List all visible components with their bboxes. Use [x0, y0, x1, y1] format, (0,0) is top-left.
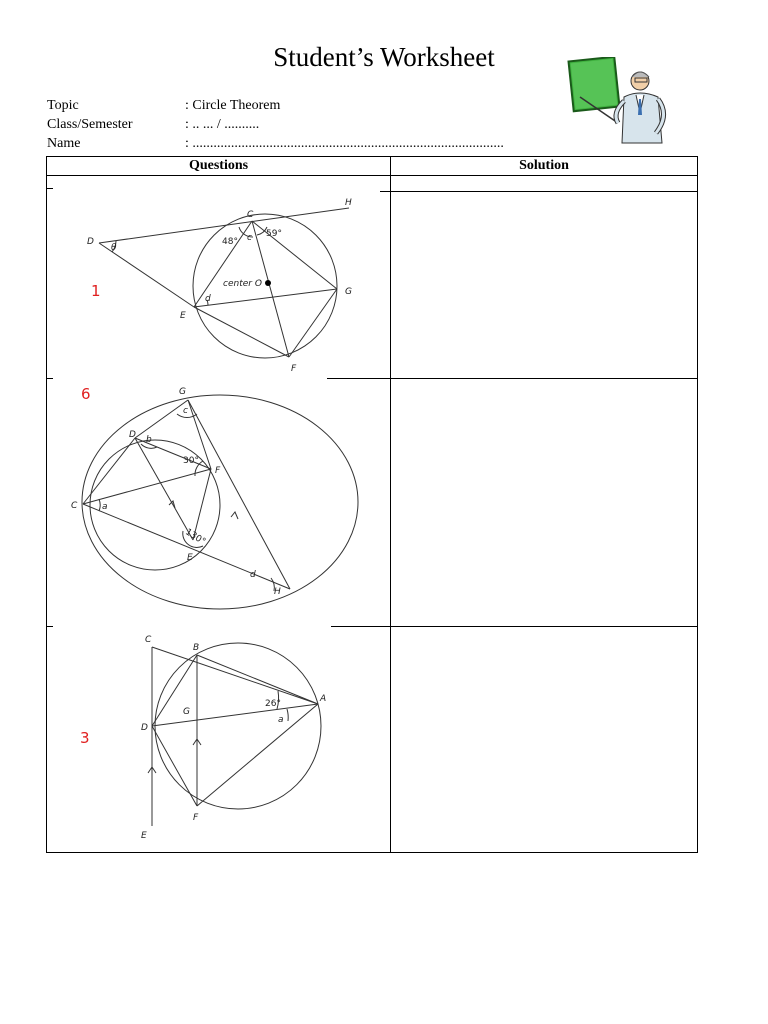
- angle-b-label: b: [146, 435, 152, 445]
- point-label-h: H: [345, 198, 352, 208]
- question-3-diagram: [137, 631, 347, 846]
- point-label-c: C: [71, 501, 78, 511]
- header-divider: [47, 175, 697, 176]
- row-marker: [47, 378, 53, 379]
- point-label-g: G: [179, 387, 186, 397]
- angle-c-label: c: [247, 233, 252, 243]
- point-label-f: F: [291, 364, 297, 374]
- angle-a-label: a: [102, 502, 108, 512]
- point-label-a: A: [320, 694, 327, 704]
- point-label-h: H: [274, 587, 281, 597]
- name-field[interactable]: : .........................................................................................: [185, 136, 504, 151]
- row-marker: [47, 626, 53, 627]
- teacher-pointing-at-board-icon: [566, 57, 676, 157]
- topic-label: Topic: [47, 98, 79, 113]
- point-label-d: D: [129, 430, 136, 440]
- point-label-f: F: [215, 466, 221, 476]
- question-number: 1: [91, 282, 101, 300]
- class-semester-field[interactable]: : .. ... / ..........: [185, 117, 260, 132]
- question-number: 3: [80, 729, 90, 747]
- question-6-diagram: [61, 381, 361, 621]
- name-label: Name: [47, 136, 81, 151]
- question-1-diagram: [77, 193, 377, 378]
- point-label-g: G: [183, 707, 190, 717]
- point-label-b: B: [193, 643, 200, 653]
- solution-header: Solution: [519, 158, 569, 173]
- angle-a-label: a: [278, 715, 284, 725]
- class-semester-label: Class/Semester: [47, 117, 133, 132]
- point-label-f: F: [193, 813, 199, 823]
- point-label-g: G: [345, 287, 352, 297]
- point-label-c: C: [247, 210, 254, 220]
- solution-cell-2[interactable]: [392, 379, 697, 625]
- point-label-c: C: [145, 635, 152, 645]
- angle-59-label: 59°: [266, 229, 282, 239]
- column-divider: [390, 157, 391, 852]
- questions-header: Questions: [188, 158, 249, 173]
- row-marker: [47, 188, 53, 189]
- center-o-label: center O: [223, 279, 262, 289]
- angle-d-label: d: [250, 570, 256, 580]
- point-label-d: D: [87, 237, 94, 247]
- angle-c-label: c: [183, 406, 188, 416]
- topic-value: : Circle Theorem: [185, 98, 281, 113]
- point-label-e: E: [141, 831, 147, 841]
- point-label-d: D: [141, 723, 148, 733]
- angle-30-label: 30°: [183, 456, 199, 466]
- worksheet-title: Student’s Worksheet: [273, 42, 495, 72]
- solution-cell-3[interactable]: [392, 627, 697, 852]
- angle-theta-label: θ: [111, 243, 117, 253]
- angle-d-label: d: [205, 294, 211, 304]
- point-label-e: E: [180, 311, 186, 321]
- question-number: 6: [81, 385, 91, 403]
- solution-cell-1[interactable]: [392, 192, 697, 377]
- worksheet-table: [46, 156, 698, 853]
- angle-48-label: 48°: [222, 237, 238, 247]
- angle-130-label: 130°: [183, 527, 208, 548]
- point-label-e: E: [187, 553, 193, 563]
- angle-26-label: 26°: [265, 699, 281, 709]
